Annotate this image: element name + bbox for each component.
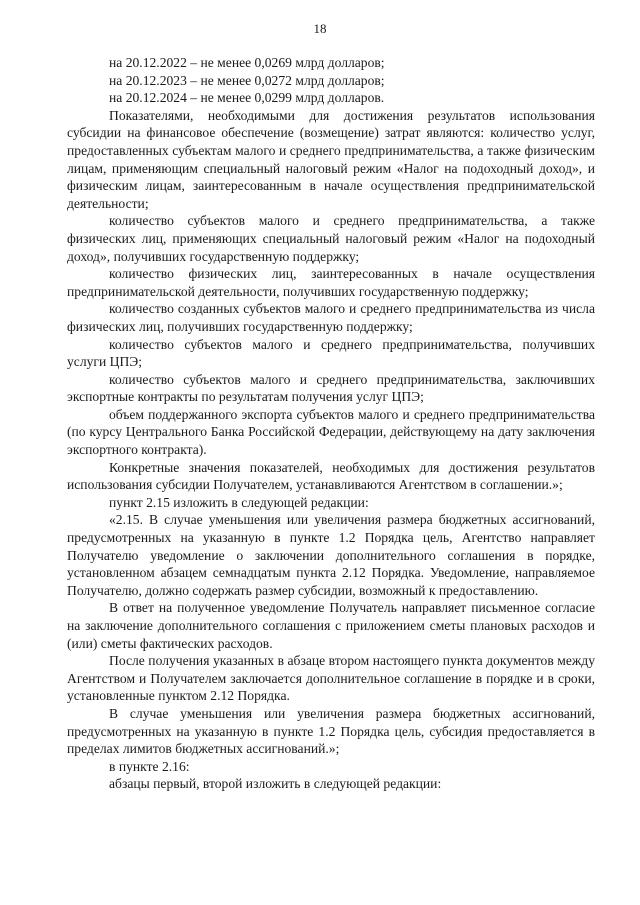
page-number: 18	[313, 21, 327, 36]
paragraph: Конкретные значения показателей, необходимых для достижения результатов использования субсидии Получателем, устанавливаются Агентством в соглашении.»;	[67, 459, 595, 493]
paragraph: количество субъектов малого и среднего предпринимательства, а также физических лиц, применяющих специальный налоговый режим «Налог на подоходный доход», получивших государственную поддержку;	[67, 213, 595, 264]
paragraph: количество субъектов малого и среднего предпринимательства, заключивших экспортные контракты по результатам получения услуг ЦПЭ;	[67, 371, 595, 405]
paragraph: Показателями, необходимыми для достижения результатов использования субсидии на финансовое обеспечение (возмещение) затрат являются: количество услуг, предоставленных субъектам малого и среднего предпринимательства, а также физическим лицам, применяющим специальный налоговый режим «Налог на подоходный доход», и физическим лицам, заинтересованным в начале осуществления предпринимательской деятельности;	[67, 107, 595, 211]
paragraph: После получения указанных в абзаце втором настоящего пункта документов между Агентством и Получателем заключается дополнительное соглашение в порядке и в сроки, установленные пунктом 2.12 Порядка.	[67, 653, 595, 704]
paragraph: на 20.12.2024 – не менее 0,0299 млрд долларов.	[109, 90, 385, 106]
paragraph: пункт 2.15 изложить в следующей редакции:	[109, 494, 369, 510]
paragraph: «2.15. В случае уменьшения или увеличения размера бюджетных ассигнований, предусмотренных на указанную в пункте 1.2 Порядка цель, Агентство направляет Получателю уведомление о заключении дополнительного соглашения в порядке, установленном абзацем семнадцатым пункта 2.12 Порядка. Уведомление, направляемое Получателю, должно содержать размер субсидии, возможный к предоставлению.	[67, 512, 595, 598]
document-body	[67, 54, 595, 793]
paragraph: объем поддержанного экспорта субъектов малого и среднего предпринимательства (по курсу Центрального Банка Российской Федерации, действующему на дату заключения экспортного контракта).	[67, 406, 595, 458]
paragraph: абзацы первый, второй изложить в следующей редакции:	[109, 776, 442, 792]
paragraph: количество физических лиц, заинтересованных в начале осуществления предпринимательской деятельности, получивших государственную поддержку;	[67, 266, 595, 299]
paragraph: количество субъектов малого и среднего предпринимательства, получивших услуги ЦПЭ;	[67, 336, 595, 370]
paragraph: в пункте 2.16:	[109, 758, 190, 774]
paragraph: на 20.12.2023 – не менее 0,0272 млрд долларов;	[109, 72, 385, 88]
paragraph: на 20.12.2022 – не менее 0,0269 млрд долларов;	[109, 55, 385, 70]
paragraph: количество созданных субъектов малого и среднего предпринимательства из числа физических лиц, получивших государственную поддержку;	[67, 301, 595, 334]
paragraph: В случае уменьшения или увеличения размера бюджетных ассигнований, предусмотренных на указанную в пункте 1.2 Порядка цель, субсидия предоставляется в пределах лимитов бюджетных ассигнований.»;	[67, 705, 595, 757]
paragraph: В ответ на полученное уведомление Получатель направляет письменное согласие на заключение дополнительного соглашения с приложением сметы плановых расходов и (или) сметы фактических расходов.	[67, 600, 595, 651]
